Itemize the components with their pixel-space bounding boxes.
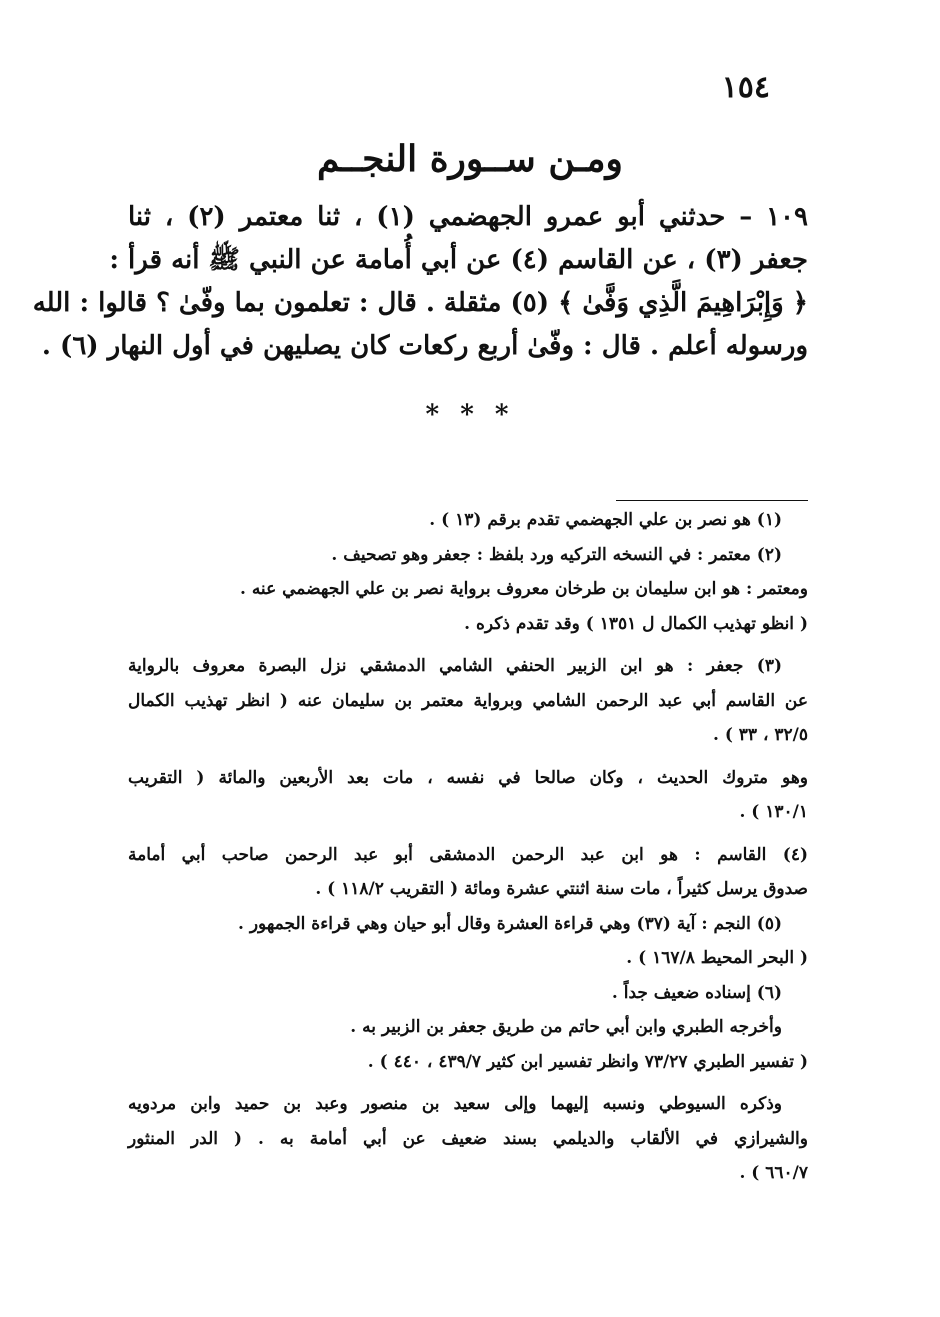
footnote-line: ٦٦٠/٧ ) . bbox=[739, 1163, 808, 1183]
footnote-line: (١) هو نصر بن علي الجهضمي تقدم برقم (١٣ ) . bbox=[429, 510, 782, 530]
hadith-line: جعفر (٣) ، عن القاسم (٤) عن أبي أُمامة عن النبي ﷺ أنه قرأ : bbox=[109, 245, 808, 275]
footnote-line: وهو متروك الحديث ، وكان صالحا في نفسه ، مات بعد الأربعين والمائة ( التقريب bbox=[128, 767, 808, 788]
footnote-line: ( انظو تهذيب الكمال ل ١٣٥١ ) وقد تقدم ذكره . bbox=[464, 613, 808, 634]
hadith-line: ﴿ وَإِبْرَاهِيمَ الَّذِي وَفَّىٰ ﴾ (٥) مثقلة . قال : تعلمون بما وفّىٰ ؟ قالوا : الله bbox=[32, 288, 808, 318]
footnote-line: (٦) إسناده ضعيف جداً . bbox=[611, 982, 782, 1003]
hadith-text bbox=[32, 196, 808, 368]
footnote-line: وأخرجه الطبري وابن أبي حاتم من طريق جعفر بن الزبير به . bbox=[350, 1017, 782, 1037]
footnote-line: (٢) معتمر : في النسخه التركيه ورد بلفظ : جعفر وهو تصحيف . bbox=[331, 544, 782, 565]
footnote-line: عن القاسم أبي عبد الرحمن الشامي وبرواية معتمر بن سليمان عنه ( انظر تهذيب الكمال bbox=[128, 690, 808, 711]
hadith-line: ورسوله أعلم . قال : وفّىٰ أربع ركعات كان يصليهن في أول النهار (٦) . bbox=[41, 331, 808, 361]
footnote-line: ٣٢/٥ ، ٣٣ ) . bbox=[712, 725, 808, 745]
footnote-line: ( البحر المحيط ١٦٧/٨ ) . bbox=[626, 948, 808, 968]
footnote-line: ١٣٠/١ ) . bbox=[739, 802, 808, 822]
footnote-line: صدوق يرسل كثيراً ، مات سنة اثنتي عشرة ومائة ( التقريب ١١٨/٢ ) . bbox=[315, 879, 808, 899]
footnote-line: (٣) جعفر : هو ابن الزبير الحنفي الشامي الدمشقي نزل البصرة معروف بالرواية bbox=[128, 656, 782, 676]
footnote-line: ( تفسير الطبري ٧٣/٢٧ وانظر تفسير ابن كثير ٤٣٩/٧ ، ٤٤٠ ) . bbox=[367, 1051, 808, 1072]
footnote-divider bbox=[616, 500, 808, 501]
footnote-line: وذكره السيوطي ونسبه إليهما وإلى سعيد بن منصور وعبد بن حميد وابن مردويه bbox=[128, 1094, 782, 1114]
footnote-line: (٤) القاسم : هو ابن عبد الرحمن الدمشقى أبو عبد الرحمن صاحب أبي أمامة bbox=[128, 844, 808, 865]
footnotes bbox=[128, 503, 808, 1191]
hadith-line: ١٠٩ – حدثني أبو عمرو الجهضمي (١) ، ثنا معتمر (٢) ، ثنا bbox=[128, 202, 808, 232]
surah-title: ومـن ســورة النجــم bbox=[317, 138, 623, 180]
page-number: ١٥٤ bbox=[721, 70, 770, 105]
footnote-line: ومعتمر : هو ابن سليمان بن طرخان معروف برواية نصر بن علي الجهضمي عنه . bbox=[239, 579, 808, 599]
footnote-line: (٥) النجم : آية (٣٧) وهي قراءة العشرة وقال أبو حيان وهي قراءة الجمهور . bbox=[238, 913, 782, 934]
section-separator: * * * bbox=[425, 400, 515, 430]
footnote-line: والشيرازي في الألقاب والديلمي بسند ضعيف عن أبي أمامة به . ( الدر المنثور bbox=[128, 1128, 808, 1149]
